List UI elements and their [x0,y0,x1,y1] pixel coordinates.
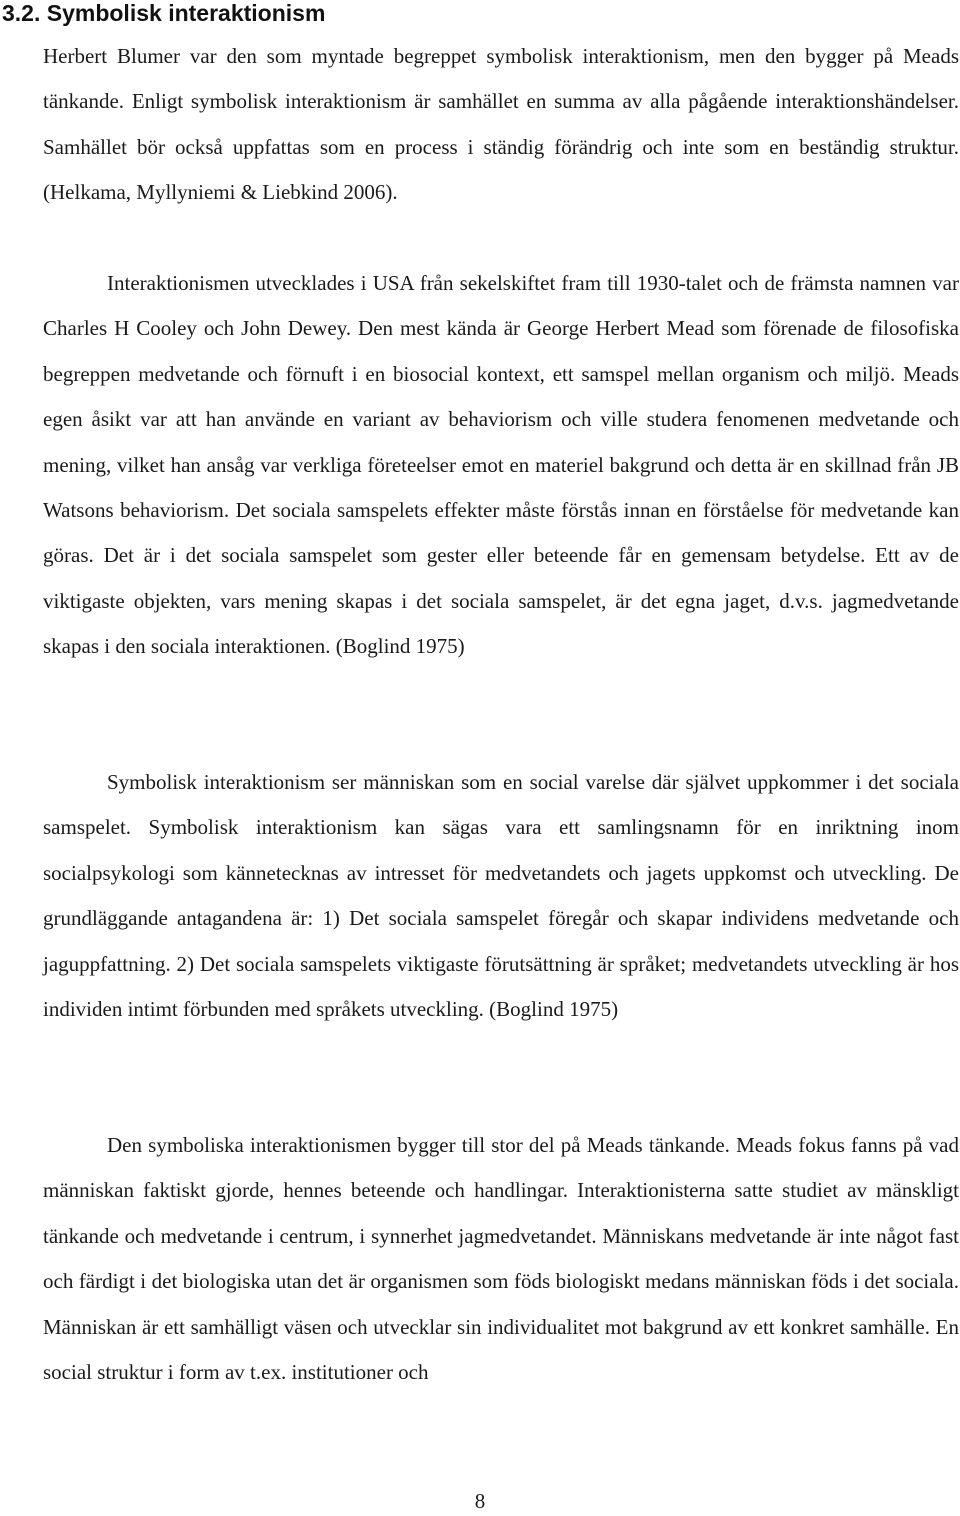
paragraph-4: Den symboliska interaktionismen bygger till stor del på Meads tänkande. Meads fokus fanns på vad människan faktiskt gjorde, hennes beteende och handlingar. Interaktionisterna satte studiet av mänskligt tänkande och medvetande i centrum, i synnerhet jagmedvetandet. Människans medvetande är inte något fast och färdigt i det biologiska utan det är organismen som föds biologiskt medans människan föds i det sociala. Människan är ett samhälligt väsen och utvecklar sin individualitet mot bakgrund av ett konkret samhälle. En social struktur i form av t.ex. institutioner och [43,1133,959,1385]
section-heading: 3.2. Symbolisk interaktionism [2,0,326,26]
paragraph-1: Herbert Blumer var den som myntade begreppet symbolisk interaktionism, men den bygger på Meads tänkande. Enligt symbolisk interaktionism är samhället en summa av alla pågående interaktionshändelser. Samhället bör också uppfattas som en process i ständig förändrig och inte som en beständig struktur. (Helkama, Myllyniemi & Liebkind 2006). [43,44,959,205]
paragraph-3: Symbolisk interaktionism ser människan som en social varelse där självet uppkommer i det sociala samspelet. Symbolisk interaktionism kan sägas vara ett samlingsnamn för en inriktning inom socialpsykologi som kännetecknas av intresset för medvetandets och jagets uppkomst och utveckling. De grundläggande antagandena är: 1) Det sociala samspelet föregår och skapar individens medvetande och jaguppfattning. 2) Det sociala samspelets viktigaste förutsättning är språket; medvetandets utveckling är hos individen intimt förbunden med språkets utveckling. (Boglind 1975) [43,770,959,1022]
page-number: 8 [474,1489,486,1513]
paragraph-2: Interaktionismen utvecklades i USA från sekelskiftet fram till 1930-talet och de främsta namnen var Charles H Cooley och John Dewey. Den mest kända är George Herbert Mead som förenade de filosofiska begreppen medvetande och förnuft i en biosocial kontext, ett samspel mellan organism och miljö. Meads egen åsikt var att han använde en variant av behaviorism och ville studera fenomenen medvetande och mening, vilket han ansåg var verkliga företeelser emot en materiel bakgrund och detta är en skillnad från JB Watsons behaviorism. Det sociala samspelets effekter måste förstås innan en förståelse för medvetande kan göras. Det är i det sociala samspelet som gester eller beteende får en gemensam betydelse. Ett av de viktigaste objekten, vars mening skapas i det sociala samspelet, är det egna jaget, d.v.s. jagmedvetande skapas i den sociala interaktionen. (Boglind 1975) [43,271,959,659]
